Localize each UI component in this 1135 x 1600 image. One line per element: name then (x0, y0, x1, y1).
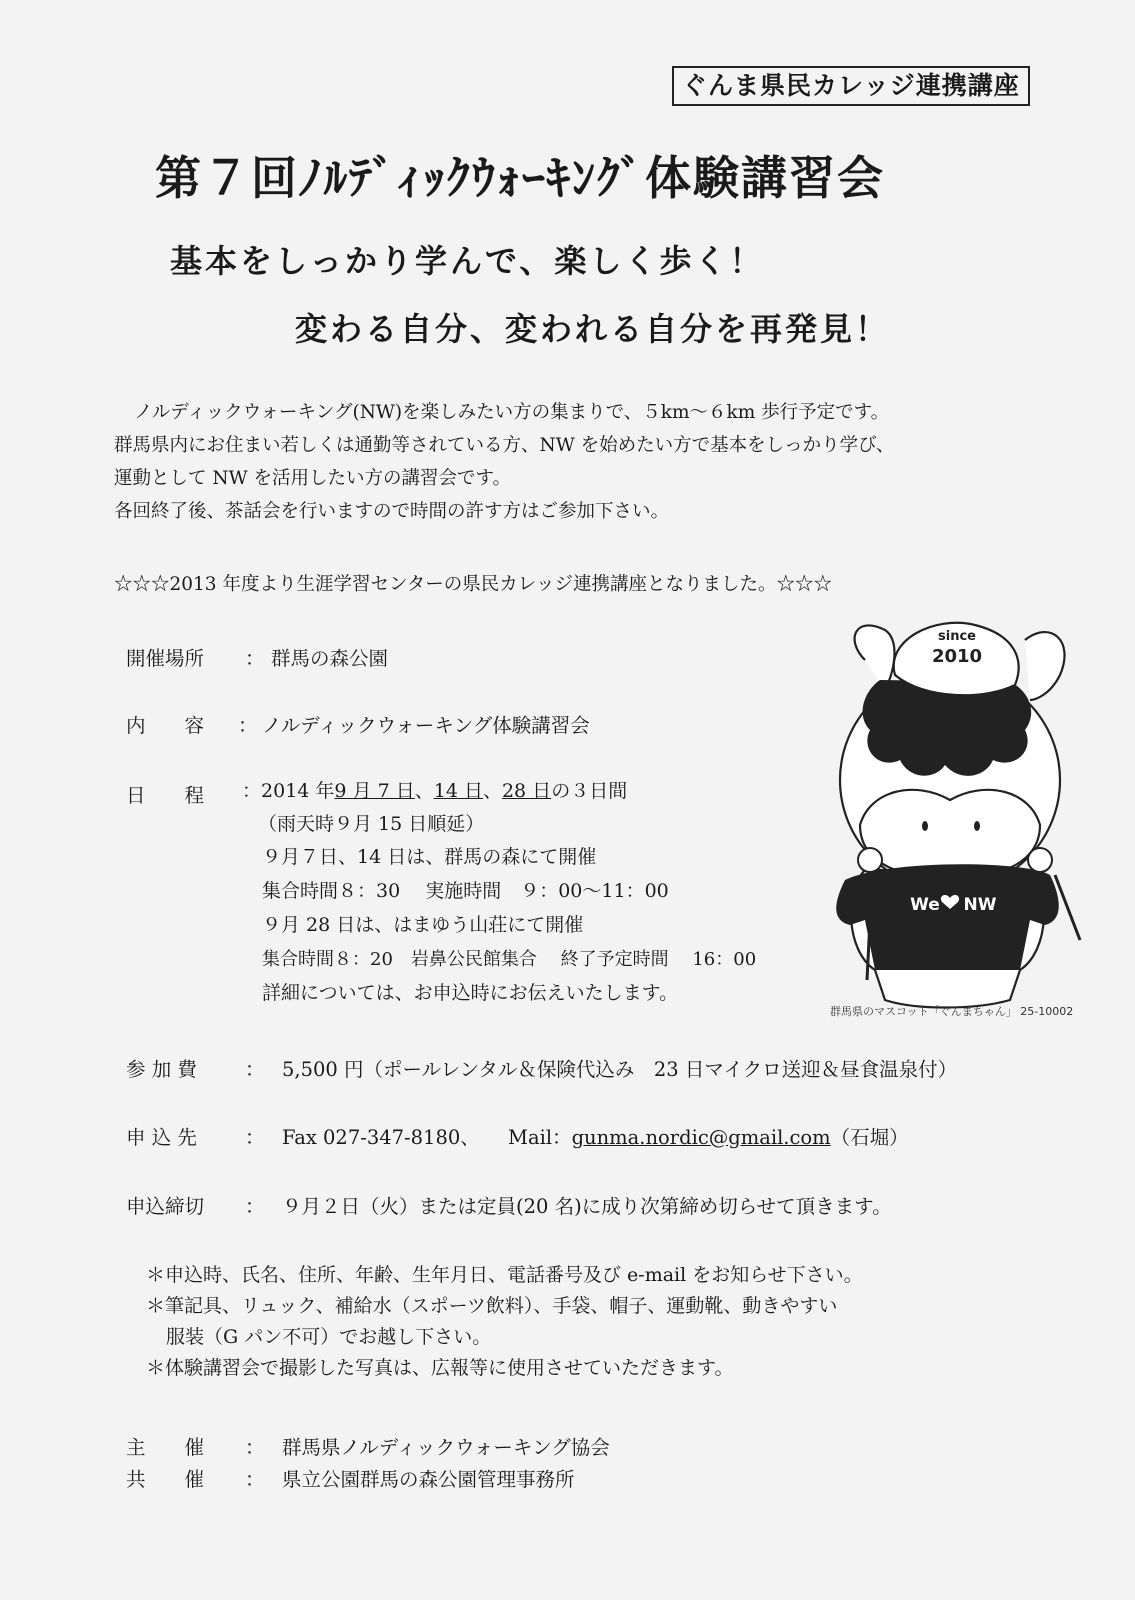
note-item: ＊筆記具、リュック、補給水（スポーツ飲料）、手袋、帽子、運動靴、動きやすい (146, 1295, 838, 1317)
notes-list (146, 1260, 863, 1384)
note-item: 服装（G パン不可）でお越し下さい。 (166, 1326, 492, 1348)
colon: ： (245, 1058, 265, 1081)
fax-number: Fax 027-347-8180、 (282, 1126, 480, 1149)
contact-person: （石堀） (830, 1126, 909, 1149)
colon: ： (245, 1126, 265, 1149)
note-item: ＊申込時、氏名、住所、年齢、生年月日、電話番号及び e-mail をお知らせ下さい。 (146, 1264, 863, 1286)
apply-label: 申 込 先 (126, 1126, 197, 1149)
subtitle-1: 基本をしっかり学んで、楽しく歩く！ (170, 242, 765, 280)
subtitle-2: 変わる自分、変われる自分を再発見！ (295, 310, 891, 348)
intro-line: 群馬県内にお住まい若しくは通勤等されている方、NW を始めたい方で基本をしっかり学び、 (114, 435, 895, 456)
schedule-line: 集合時間８：20 岩鼻公民館集合 終了予定時間 16：00 (262, 949, 757, 970)
intro-line: 運動として NW を活用したい方の講習会です。 (114, 468, 511, 489)
schedule-line: 詳細については、お申込時にお伝えいたします。 (262, 982, 679, 1004)
schedule-rain: （雨天時９月 15 日順延） (258, 813, 485, 835)
page-title: 第７回ﾉﾙﾃﾞｨｯｸｳｫｰｷﾝｸﾞ体験講習会 (155, 151, 885, 205)
schedule-line: ９月７日、14 日は、群馬の森にて開催 (262, 846, 597, 868)
note-item: ＊体験講習会で撮影した写真は、広報等に使用させていただきます。 (146, 1357, 734, 1379)
venue-label: 開催場所 (126, 647, 205, 670)
mascot-caption: 群馬県のマスコット「ぐんまちゃん」 25-10002 (830, 1005, 1074, 1018)
intro-paragraph (114, 396, 894, 528)
organizer-value: 群馬県ノルディックウォーキング協会 (282, 1436, 610, 1459)
deadline-value: ９月２日（火）または定員(20 名)に成り次第締め切らせて頂きます。 (282, 1195, 892, 1218)
colon: ： (245, 1195, 265, 1218)
colon: ： (245, 1436, 265, 1459)
mascot-shirt-nw: NW (963, 895, 997, 915)
email-link[interactable]: gunma.nordic@gmail.com (571, 1126, 831, 1149)
venue-value: 群馬の森公園 (271, 647, 389, 670)
intro-line: ノルディックウォーキング(NW)を楽しみたい方の集まりで、５km～６km 歩行予定です。 (134, 402, 890, 423)
notice-line: ☆☆☆2013 年度より生涯学習センターの県民カレッジ連携講座となりました。☆☆☆ (114, 574, 833, 595)
content-label: 内 容 (126, 714, 205, 737)
mascot-illustration (825, 620, 1105, 1010)
colon: ： (238, 714, 258, 737)
mascot-hat-since: since (938, 629, 976, 644)
content-value: ノルディックウォーキング体験講習会 (262, 714, 590, 737)
fee-label: 参 加 費 (126, 1058, 197, 1081)
fee-value: 5,500 円（ポールレンタル＆保険代込み 23 日マイクロ送迎＆昼食温泉付） (282, 1058, 958, 1081)
mail-label: Mail： (507, 1126, 572, 1149)
organizer-label: 主 催 (126, 1436, 205, 1459)
deadline-label: 申込締切 (126, 1195, 205, 1218)
colon: ： (245, 647, 265, 670)
intro-line: 各回終了後、茶話会を行いますので時間の許す方はご参加下さい。 (114, 501, 670, 522)
cosponsor-label: 共 催 (126, 1468, 205, 1491)
cosponsor-value: 県立公園群馬の森公園管理事務所 (282, 1468, 575, 1491)
program-tag: ぐんま県民カレッジ連携講座 (672, 66, 1030, 106)
schedule-line: 集合時間８：30 実施時間 ９：00～11：00 (262, 880, 669, 902)
schedule-line: ９月 28 日は、はまゆう山荘にて開催 (262, 914, 584, 936)
schedule-label: 日 程 (126, 784, 205, 807)
mascot-hat-year: 2010 (931, 646, 983, 667)
schedule-dates: ：2014 年9 月 7 日、14 日、28 日の３日間 (242, 780, 628, 802)
apply-value (282, 1122, 909, 1150)
mascot-shirt-we: We (910, 895, 940, 915)
colon: ： (245, 1468, 265, 1491)
